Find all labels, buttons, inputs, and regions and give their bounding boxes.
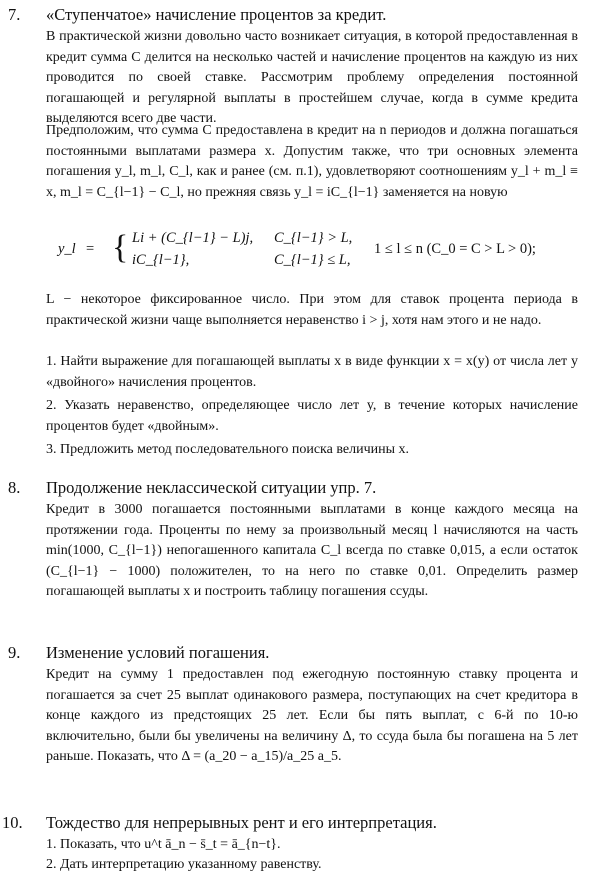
problem-number: 8. [8,478,21,497]
task-item: 1. Показать, что u^t ā_n − s̄_t = ā_{n−t}. [46,837,281,852]
case-expression: Li + (C_{l−1} − L)j, [132,230,254,246]
problem-paragraph: L − некоторое фиксированное число. При этом для ставок процента периода в практической жизни чаще выполняется неравенство i > j, хотя нам этого и не надо. [46,292,578,328]
case-condition: C_{l−1} > L, [274,230,353,246]
problem-paragraph: Кредит на сумму 1 предоставлен под ежегодную постоянную ставку процента и погашается за счет 25 выплат одинакового размера, поступающих на счет кредитора в конце каждого из предстоящих 25 лет. Если бы пять выплат, с 6-й по 10-ю включительно, были бы увеличены на величину Δ, то ссуда была бы погашена на 5 лет раньше. Показать, что Δ = (a_20 − a_15)/a_25 a_5. [46,667,578,765]
problem-number: 10. [2,813,23,832]
task-item: 2. Указать неравенство, определяющее число лет y, в течение которых начисление процентов будет «двойным». [46,398,578,434]
task-item: 3. Предложить метод последовательного поиска величины x. [46,442,410,457]
formula-range: 1 ≤ l ≤ n (C_0 = C > L > 0); [374,241,536,257]
problem-title: Изменение условий погашения. [46,643,270,662]
formula-equals: = [86,241,95,257]
problem-number: 7. [8,5,21,24]
task-item: 2. Дать интерпретацию указанному равенству. [46,857,322,872]
case-condition: C_{l−1} ≤ L, [274,252,351,268]
formula-lhs: y_l [58,241,76,257]
problem-title: «Ступенчатое» начисление процентов за кредит. [46,5,387,24]
problem-paragraph: Предположим, что сумма C предоставлена в кредит на n периодов и должна погашаться постоянными выплатами размера x. Допустим также, что три основных элемента погашения y_l, m_l, C_l, как и ранее (см. п.1), удовлетворяют соотношениям y_l + m_l ≡ x, m_l = C_{l−1} − C_l, но прежняя связь y_l = iC_{l−1} заменяется на новую [46,123,578,200]
problem-paragraph: Кредит в 3000 погашается постоянными выплатами в конце каждого месяца на протяжении года. Проценты по нему за произвольный месяц l начисляются на часть min(1000, C_{l−1}) непогашенного капитала C_l всегда по ставке 0,015, а если остаток (C_{l−1} − 1000) положителен, то на него по ставке 0,01. Определить размер погашающей выплаты x и построить таблицу погашения ссуды. [46,502,578,600]
case-expression: iC_{l−1}, [132,252,190,268]
problem-paragraph: В практической жизни довольно часто возникает ситуация, в которой предоставленная в кредит сумма C делится на несколько частей и начисление процентов на каждую из них проводится по своей ставке. Рассмотрим проблему определения постоянной погашающей и регулярной выплаты в простейшем случае, когда в сумме кредита выделяются всего две части. [46,29,578,127]
problem-title: Тождество для непрерывных рент и его интерпретация. [46,813,437,832]
problem-title: Продолжение неклассической ситуации упр. 7. [46,478,377,497]
piecewise-formula [0,225,590,277]
task-item: 1. Найти выражение для погашающей выплаты x в виде функции x = x(y) от числа лет y «двойного» начисления процентов. [46,354,578,390]
brace-glyph: { [112,229,129,266]
problem-number: 9. [8,643,21,662]
